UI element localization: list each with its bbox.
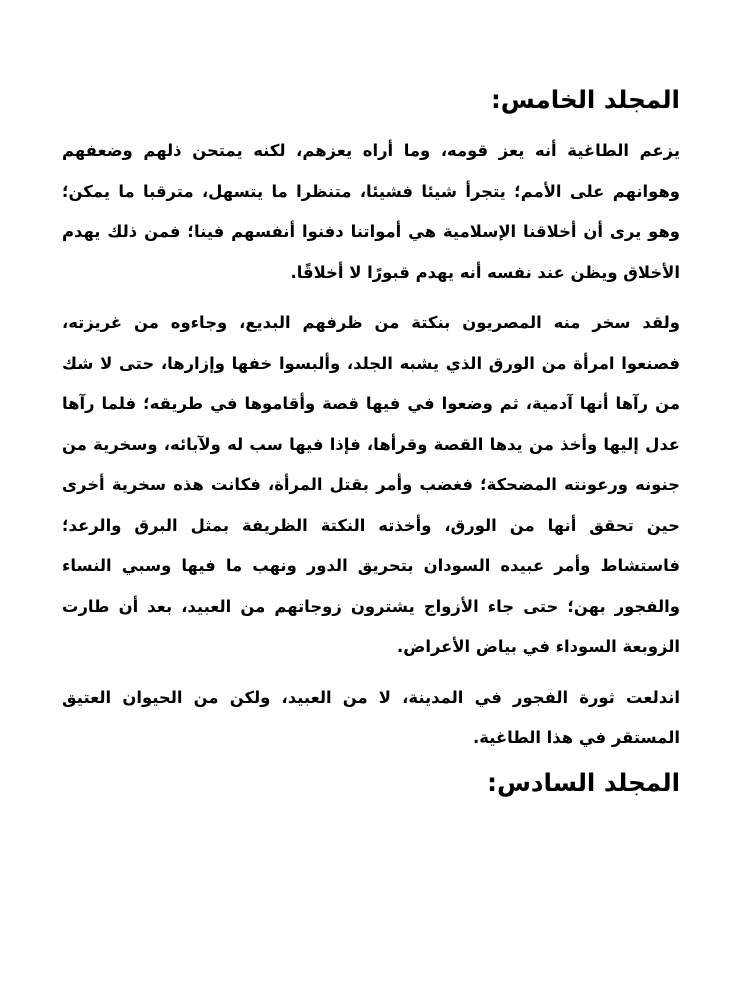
paragraph-3: اندلعت ثورة الفجور في المدينة، لا من العبيد، ولكن من الحيوان العتيق المستقر في هذا الطاغية. <box>62 687 680 747</box>
heading-volume-6: المجلد السادس: <box>487 767 680 797</box>
paragraph-2: ولقد سخر منه المصريون بنكتة من ظرفهم البديع، وجاءوه من غريزته، فصنعوا امرأة من الورق الذي يشبه الجلد، وألبسوا خفها وإزارها، حتى لا شك من رآها أنها آدمية، ثم وضعوا في فيها قصة وأقاموها في طريقه؛ فلما رآها عدل إليها وأخذ من يدها القصة وقرأها، فإذا فيها سب له ولآبائه، وسخرية من جنونه ورعونته المضحكة؛ فغضب وأمر بقتل المرأة، فكانت هذه سخرية أخرى حين تحقق أنها من الورق، وأخذته النكتة الظريفة بمثل البرق والرعد؛ فاستشاط وأمر عبيده السودان بتحريق الدور ونهب ما فيها وسبي النساء والفجور بهن؛ حتى جاء الأزواج يشترون زوجاتهم من العبيد، بعد أن طارت الزوبعة السوداء في بياض الأعراض. <box>62 313 680 656</box>
document-page <box>62 78 680 805</box>
paragraph-1: يزعم الطاغية أنه يعز قومه، وما أراه يعزهم، لكنه يمتحن ذلهم وضعفهم وهوانهم على الأمم؛ يتجرأ شيئا فشيئا، متنظرا ما يتسهل، مترقبا ما يمكن؛ وهو يرى أن أخلاقنا الإسلامية هي أمواتنا دفنوا أنفسهم فينا؛ فمن ذلك يهدم الأخلاق ويظن عند نفسه أنه يهدم قبورًا لا أخلاقًا. <box>62 141 680 282</box>
heading-volume-5: المجلد الخامس: <box>490 85 680 114</box>
